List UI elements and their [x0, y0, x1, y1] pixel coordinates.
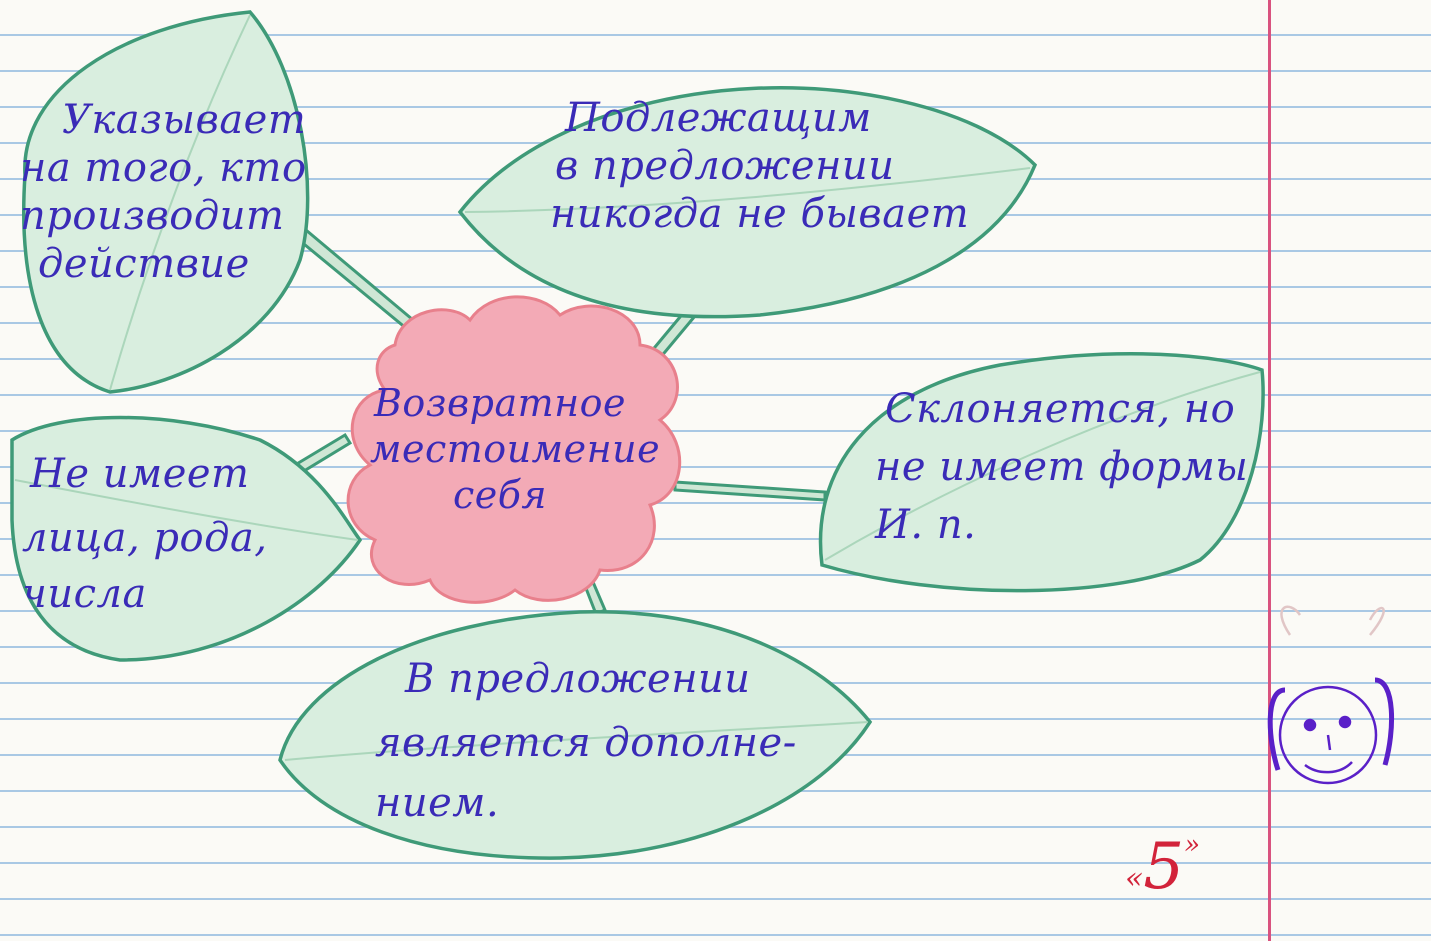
smiley-doodle-icon — [1270, 607, 1391, 783]
text-line: местоимение — [370, 427, 661, 471]
text-line: является дополне- — [375, 720, 797, 766]
text-line: на того, кто — [20, 145, 307, 191]
text-line: Указывает — [62, 97, 307, 143]
leaf-top-left-text — [20, 96, 307, 288]
text-line: числа — [22, 571, 147, 617]
grade-open-quote: « — [1125, 861, 1144, 896]
leaf-top-right-text — [550, 94, 970, 238]
grade-mark — [1125, 830, 1200, 904]
leaf-middle-right-text — [875, 385, 1248, 549]
connector-middle-right — [675, 482, 825, 500]
text-line: в предложении — [555, 143, 895, 189]
text-line: Склоняется, но — [885, 386, 1236, 432]
grade-close-quote: » — [1184, 830, 1200, 860]
leaf-middle-left-text — [22, 450, 268, 618]
text-line: В предложении — [405, 656, 751, 702]
text-line: Подлежащим — [565, 95, 872, 141]
leaf-bottom-text — [375, 655, 797, 827]
text-line: себя — [452, 473, 548, 517]
text-line: действие — [38, 241, 250, 287]
text-line: производит — [20, 193, 285, 239]
text-line: И. п. — [875, 502, 977, 548]
text-line: Не имеет — [30, 451, 250, 497]
grade-value: 5 — [1143, 830, 1185, 904]
text-line: никогда не бывает — [550, 191, 970, 237]
text-line: не имеет формы — [875, 444, 1249, 490]
text-line: лица, рода, — [22, 515, 268, 561]
text-line: нием. — [375, 780, 500, 826]
connector-top-left — [293, 225, 425, 338]
text-line: Возвратное — [373, 381, 627, 425]
center-text — [370, 380, 661, 518]
